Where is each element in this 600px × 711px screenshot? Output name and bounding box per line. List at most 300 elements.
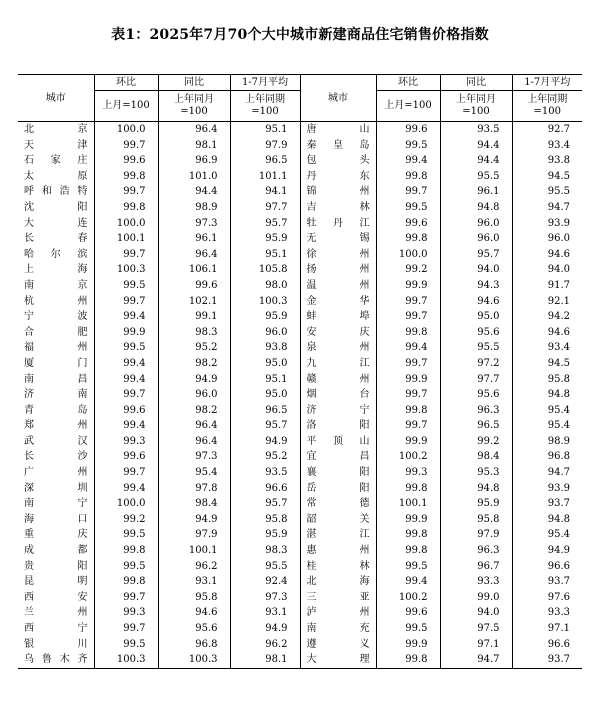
ytd-value: 95.8 [230, 512, 300, 528]
city-name: 昆明 [24, 576, 88, 588]
mom-value: 99.3 [94, 434, 158, 450]
yoy-value: 97.9 [440, 527, 512, 543]
mom-value: 99.8 [376, 325, 440, 341]
yoy-value: 96.4 [158, 122, 230, 138]
city-name: 杭州 [24, 295, 88, 307]
yoy-value: 95.9 [440, 496, 512, 512]
mom-value: 99.5 [376, 559, 440, 575]
ytd-value: 95.9 [230, 309, 300, 325]
mom-value: 99.2 [94, 512, 158, 528]
ytd-value: 93.1 [230, 605, 300, 621]
city-name: 扬州 [300, 262, 376, 278]
ytd-value: 95.1 [230, 247, 300, 263]
ytd-value: 95.7 [230, 216, 300, 232]
mom-value: 100.2 [376, 449, 440, 465]
city-name: 泉州 [300, 340, 376, 356]
table-row [18, 465, 582, 481]
ytd-value: 93.7 [512, 496, 582, 512]
city-name: 长春 [24, 233, 88, 245]
yoy-value: 94.4 [440, 138, 512, 154]
ytd-value: 96.0 [512, 231, 582, 247]
ytd-value: 92.4 [230, 574, 300, 590]
yoy-value: 95.8 [158, 590, 230, 606]
ytd-value: 94.9 [512, 543, 582, 559]
ytd-value: 94.1 [230, 184, 300, 200]
city-name: 惠州 [300, 543, 376, 559]
table-row [18, 278, 582, 294]
table-row [18, 512, 582, 528]
ytd-value: 94.9 [230, 434, 300, 450]
table-row [18, 481, 582, 497]
mom-value: 99.7 [376, 387, 440, 403]
city-name: 遵义 [300, 637, 376, 653]
city-name: 成都 [24, 545, 88, 557]
mom-value: 99.4 [94, 418, 158, 434]
mom-value: 99.6 [94, 403, 158, 419]
city-name: 九江 [300, 356, 376, 372]
city-name: 天津 [24, 139, 88, 151]
yoy-value: 95.5 [440, 340, 512, 356]
ytd-value: 95.0 [230, 356, 300, 372]
table-row [18, 449, 582, 465]
mom-value: 100.1 [376, 496, 440, 512]
table-row [18, 262, 582, 278]
ytd-value: 93.7 [512, 652, 582, 668]
ytd-value: 96.2 [230, 637, 300, 653]
yoy-value: 99.2 [440, 434, 512, 450]
city-name: 西安 [24, 591, 88, 603]
city-name: 三亚 [300, 590, 376, 606]
ytd-value: 97.3 [230, 590, 300, 606]
ytd-value: 93.8 [512, 153, 582, 169]
city-name: 太原 [24, 170, 88, 182]
city-name: 赣州 [300, 372, 376, 388]
table-row [18, 294, 582, 310]
table-row [18, 356, 582, 372]
ytd-value: 95.4 [512, 527, 582, 543]
mom-base-label: 上月=100 [376, 91, 440, 122]
table-row [18, 543, 582, 559]
mom-value: 99.8 [94, 574, 158, 590]
table-row [18, 590, 582, 606]
ytd-value: 97.9 [230, 138, 300, 154]
table-row [18, 434, 582, 450]
yoy-value: 94.9 [158, 512, 230, 528]
mom-value: 99.7 [94, 138, 158, 154]
yoy-value: 94.4 [440, 153, 512, 169]
ytd-column-header: 1-7月平均 [512, 75, 582, 91]
ytd-value: 97.1 [512, 621, 582, 637]
table-row [18, 153, 582, 169]
table-row [18, 637, 582, 653]
city-name: 长沙 [24, 451, 88, 463]
yoy-value: 96.9 [158, 153, 230, 169]
mom-value: 99.8 [376, 169, 440, 185]
mom-value: 99.5 [376, 621, 440, 637]
table-row [18, 216, 582, 232]
table-row [18, 231, 582, 247]
table-row [18, 325, 582, 341]
city-name: 金华 [300, 294, 376, 310]
city-name: 南京 [24, 279, 88, 291]
price-index-table [18, 74, 582, 669]
table-row [18, 122, 582, 138]
yoy-value: 95.6 [158, 621, 230, 637]
ytd-value: 93.7 [512, 574, 582, 590]
mom-value: 100.3 [94, 652, 158, 668]
city-name: 韶关 [300, 512, 376, 528]
city-name: 秦皇岛 [300, 138, 376, 154]
yoy-value: 96.4 [158, 434, 230, 450]
city-name: 济南 [24, 389, 88, 401]
city-name: 包头 [300, 153, 376, 169]
ytd-value: 91.7 [512, 278, 582, 294]
mom-value: 99.2 [376, 262, 440, 278]
yoy-value: 99.6 [158, 278, 230, 294]
mom-value: 99.7 [376, 418, 440, 434]
yoy-value: 97.9 [158, 527, 230, 543]
table-row [18, 621, 582, 637]
city-name: 宜昌 [300, 449, 376, 465]
yoy-value: 98.4 [158, 496, 230, 512]
ytd-value: 94.9 [230, 621, 300, 637]
mom-value: 99.9 [94, 325, 158, 341]
mom-value: 99.7 [376, 184, 440, 200]
yoy-value: 96.4 [158, 247, 230, 263]
city-name: 南昌 [24, 373, 88, 385]
ytd-value: 96.6 [512, 559, 582, 575]
ytd-value: 96.8 [512, 449, 582, 465]
ytd-value: 95.8 [512, 372, 582, 388]
table-body [18, 122, 582, 669]
city-name: 北海 [300, 574, 376, 590]
city-name: 厦门 [24, 357, 88, 369]
city-name: 桂林 [300, 559, 376, 575]
city-name: 北京 [24, 124, 88, 135]
ytd-value: 98.1 [230, 652, 300, 668]
table-row [18, 559, 582, 575]
mom-value: 99.8 [94, 543, 158, 559]
ytd-value: 93.9 [512, 216, 582, 232]
ytd-value: 93.4 [512, 340, 582, 356]
yoy-value: 98.1 [158, 138, 230, 154]
yoy-value: 95.3 [440, 465, 512, 481]
yoy-value: 94.4 [158, 184, 230, 200]
mom-value: 99.4 [94, 372, 158, 388]
yoy-base-label: 上年同月 =100 [440, 91, 512, 122]
yoy-value: 97.1 [440, 637, 512, 653]
city-name: 洛阳 [300, 418, 376, 434]
city-name: 岳阳 [300, 481, 376, 497]
mom-value: 99.9 [376, 434, 440, 450]
yoy-value: 94.9 [158, 372, 230, 388]
yoy-value: 97.7 [440, 372, 512, 388]
table-row [18, 169, 582, 185]
mom-value: 99.5 [94, 637, 158, 653]
city-name: 牡丹江 [300, 216, 376, 232]
yoy-value: 94.0 [440, 262, 512, 278]
mom-value: 99.7 [376, 309, 440, 325]
mom-value: 99.4 [376, 574, 440, 590]
mom-value: 99.5 [94, 278, 158, 294]
mom-value: 99.5 [376, 200, 440, 216]
ytd-value: 95.2 [230, 449, 300, 465]
ytd-value: 93.8 [230, 340, 300, 356]
ytd-value: 96.0 [230, 325, 300, 341]
ytd-value: 92.1 [512, 294, 582, 310]
yoy-value: 95.6 [440, 325, 512, 341]
yoy-value: 97.2 [440, 356, 512, 372]
yoy-column-header: 同比 [440, 75, 512, 91]
yoy-value: 97.3 [158, 216, 230, 232]
city-column-header: 城市 [18, 75, 94, 122]
mom-value: 99.6 [94, 153, 158, 169]
yoy-value: 96.8 [158, 637, 230, 653]
yoy-value: 96.3 [440, 403, 512, 419]
city-name: 福州 [24, 342, 88, 354]
ytd-value: 93.5 [230, 465, 300, 481]
ytd-value: 95.4 [512, 418, 582, 434]
ytd-base-label: 上年同期 =100 [230, 91, 300, 122]
yoy-value: 98.2 [158, 356, 230, 372]
table-row [18, 247, 582, 263]
city-name: 吉林 [300, 200, 376, 216]
ytd-column-header: 1-7月平均 [230, 75, 300, 91]
mom-value: 99.7 [94, 590, 158, 606]
mom-value: 99.7 [94, 294, 158, 310]
city-name: 合肥 [24, 326, 88, 338]
mom-value: 99.5 [94, 340, 158, 356]
mom-value: 99.6 [376, 216, 440, 232]
ytd-value: 105.8 [230, 262, 300, 278]
mom-value: 99.5 [376, 138, 440, 154]
table-row [18, 184, 582, 200]
city-name: 泸州 [300, 605, 376, 621]
mom-value: 100.0 [376, 247, 440, 263]
mom-base-label: 上月=100 [94, 91, 158, 122]
yoy-value: 98.2 [158, 403, 230, 419]
city-column-header: 城市 [300, 75, 376, 122]
ytd-value: 98.9 [512, 434, 582, 450]
mom-value: 99.7 [376, 356, 440, 372]
yoy-value: 94.8 [440, 200, 512, 216]
mom-value: 99.8 [376, 481, 440, 497]
yoy-value: 93.5 [440, 122, 512, 138]
city-name: 湛江 [300, 527, 376, 543]
ytd-value: 94.0 [512, 262, 582, 278]
mom-value: 99.3 [94, 605, 158, 621]
city-name: 大连 [24, 217, 88, 229]
yoy-value: 99.1 [158, 309, 230, 325]
ytd-value: 98.0 [230, 278, 300, 294]
mom-value: 100.0 [94, 496, 158, 512]
ytd-value: 94.5 [512, 356, 582, 372]
city-name: 呼和浩特 [24, 186, 88, 198]
yoy-value: 102.1 [158, 294, 230, 310]
yoy-value: 94.0 [440, 605, 512, 621]
ytd-value: 96.5 [230, 153, 300, 169]
table-row [18, 652, 582, 668]
yoy-value: 96.0 [158, 387, 230, 403]
ytd-value: 92.7 [512, 122, 582, 138]
mom-column-header: 环比 [376, 75, 440, 91]
mom-value: 99.4 [94, 309, 158, 325]
mom-value: 99.8 [376, 543, 440, 559]
yoy-value: 101.0 [158, 169, 230, 185]
yoy-value: 96.4 [158, 418, 230, 434]
mom-value: 99.3 [376, 465, 440, 481]
mom-value: 99.6 [376, 122, 440, 138]
city-name: 安庆 [300, 325, 376, 341]
yoy-value: 94.6 [440, 294, 512, 310]
mom-column-header: 环比 [94, 75, 158, 91]
city-name: 上海 [24, 264, 88, 276]
mom-value: 99.7 [94, 621, 158, 637]
city-name: 石家庄 [24, 155, 88, 167]
table-row [18, 527, 582, 543]
mom-value: 99.7 [94, 184, 158, 200]
city-name: 武汉 [24, 435, 88, 447]
city-name: 无锡 [300, 231, 376, 247]
ytd-base-label: 上年同期 =100 [512, 91, 582, 122]
city-name: 徐州 [300, 247, 376, 263]
mom-value: 99.9 [376, 278, 440, 294]
yoy-base-label: 上年同月 =100 [158, 91, 230, 122]
yoy-value: 98.3 [158, 325, 230, 341]
mom-value: 100.2 [376, 590, 440, 606]
city-name: 重庆 [24, 529, 88, 541]
yoy-value: 95.6 [440, 387, 512, 403]
ytd-value: 95.0 [230, 387, 300, 403]
yoy-value: 93.1 [158, 574, 230, 590]
table-row [18, 496, 582, 512]
city-name: 沈阳 [24, 201, 88, 213]
mom-value: 99.8 [94, 200, 158, 216]
city-name: 西宁 [24, 623, 88, 634]
ytd-value: 94.7 [512, 465, 582, 481]
city-name: 兰州 [24, 607, 88, 619]
yoy-value: 95.0 [440, 309, 512, 325]
mom-value: 99.7 [94, 387, 158, 403]
yoy-value: 94.8 [440, 481, 512, 497]
ytd-value: 94.8 [512, 387, 582, 403]
city-name: 银川 [24, 638, 88, 650]
yoy-value: 95.8 [440, 512, 512, 528]
table-row [18, 418, 582, 434]
mom-value: 100.0 [94, 216, 158, 232]
table-row [18, 403, 582, 419]
mom-value: 99.6 [94, 449, 158, 465]
yoy-value: 106.1 [158, 262, 230, 278]
ytd-value: 95.1 [230, 122, 300, 138]
city-name: 贵阳 [24, 560, 88, 572]
city-name: 济宁 [300, 403, 376, 419]
ytd-value: 97.7 [230, 200, 300, 216]
ytd-value: 98.3 [230, 543, 300, 559]
city-name: 平顶山 [300, 434, 376, 450]
city-name: 宁波 [24, 311, 88, 323]
ytd-value: 93.9 [512, 481, 582, 497]
yoy-value: 96.0 [440, 216, 512, 232]
city-name: 乌鲁木齐 [18, 652, 94, 668]
mom-value: 99.4 [376, 153, 440, 169]
mom-value: 99.7 [94, 465, 158, 481]
ytd-value: 96.6 [230, 481, 300, 497]
page-title: 表1：2025年7月70个大中城市新建商品住宅销售价格指数 [111, 27, 489, 43]
mom-value: 100.3 [94, 262, 158, 278]
yoy-value: 96.2 [158, 559, 230, 575]
yoy-value: 95.5 [440, 169, 512, 185]
ytd-value: 95.5 [230, 559, 300, 575]
table-row [18, 574, 582, 590]
mom-value: 100.0 [94, 122, 158, 138]
ytd-value: 94.2 [512, 309, 582, 325]
mom-value: 99.5 [94, 527, 158, 543]
yoy-value: 95.7 [440, 247, 512, 263]
yoy-value: 95.4 [158, 465, 230, 481]
city-name: 青岛 [24, 404, 88, 416]
ytd-value: 95.7 [230, 496, 300, 512]
ytd-value: 94.6 [512, 325, 582, 341]
ytd-value: 101.1 [230, 169, 300, 185]
city-name: 哈尔滨 [24, 248, 88, 260]
mom-value: 99.8 [376, 652, 440, 668]
mom-value: 99.5 [94, 559, 158, 575]
ytd-value: 95.7 [230, 418, 300, 434]
city-name: 唐山 [300, 122, 376, 138]
city-name: 烟台 [300, 387, 376, 403]
yoy-value: 98.4 [440, 449, 512, 465]
city-name: 常德 [300, 496, 376, 512]
ytd-value: 100.3 [230, 294, 300, 310]
table-row [18, 387, 582, 403]
table-header [18, 75, 582, 122]
city-name: 海口 [24, 513, 88, 525]
city-name: 丹东 [300, 169, 376, 185]
yoy-value: 96.7 [440, 559, 512, 575]
mom-value: 99.9 [376, 637, 440, 653]
table-row [18, 372, 582, 388]
ytd-value: 93.4 [512, 138, 582, 154]
table-row [18, 138, 582, 154]
yoy-value: 96.0 [440, 231, 512, 247]
yoy-value: 98.9 [158, 200, 230, 216]
ytd-value: 96.6 [512, 637, 582, 653]
mom-value: 99.8 [376, 403, 440, 419]
city-name: 广州 [24, 467, 88, 479]
mom-value: 99.7 [94, 247, 158, 263]
yoy-value: 100.3 [158, 652, 230, 668]
mom-value: 99.6 [376, 605, 440, 621]
yoy-value: 94.3 [440, 278, 512, 294]
mom-value: 99.7 [376, 294, 440, 310]
yoy-value: 96.3 [440, 543, 512, 559]
ytd-value: 95.5 [512, 184, 582, 200]
city-name: 锦州 [300, 184, 376, 200]
yoy-value: 94.7 [440, 652, 512, 668]
yoy-value: 100.1 [158, 543, 230, 559]
ytd-value: 96.5 [230, 403, 300, 419]
ytd-value: 95.9 [230, 527, 300, 543]
table-row [18, 309, 582, 325]
yoy-column-header: 同比 [158, 75, 230, 91]
ytd-value: 97.6 [512, 590, 582, 606]
ytd-value: 95.4 [512, 403, 582, 419]
ytd-value: 93.3 [512, 605, 582, 621]
table-row [18, 340, 582, 356]
mom-value: 99.4 [94, 356, 158, 372]
yoy-value: 99.0 [440, 590, 512, 606]
